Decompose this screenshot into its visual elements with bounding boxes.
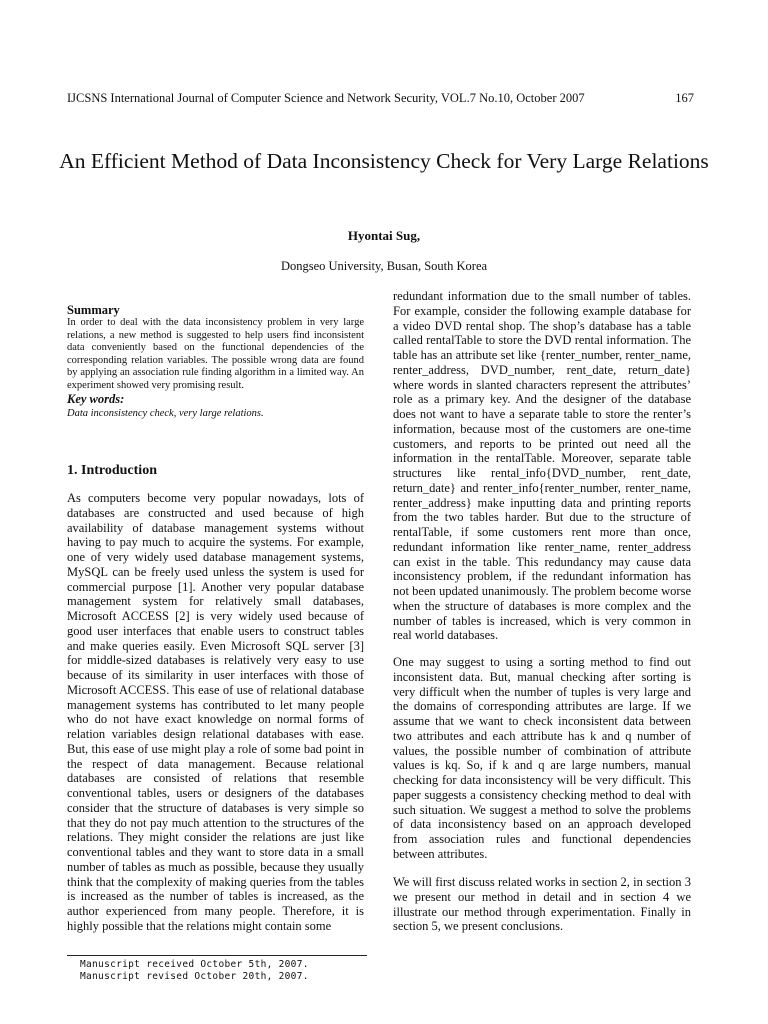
running-header <box>67 91 694 109</box>
right-column-paragraph-2: One may suggest to using a sorting method to find out inconsistent data. But, manual checking after sorting is very difficult when the number of tuples is very large and the domains of corresponding attributes are large. If we assume that we want to check inconsistent data between two attributes and each attribute has k and q number of values, the possible number of combination of attribute values is kq. So, if k and q are large numbers, manual checking for data inconsistency will be very difficult. This paper suggests a consistency checking method to deal with such situation. We suggest a method to solve the problems of data inconsistency based on an approach developed from association rules and functional dependencies between attributes. <box>393 655 691 861</box>
keywords-text: Data inconsistency check, very large relations. <box>67 408 264 419</box>
footnote-revised: Manuscript revised October 20th, 2007. <box>80 971 309 982</box>
right-column-paragraph-1: redundant information due to the small number of tables. For example, consider the following example database for a video DVD rental shop. The shop’s database has a table called rentalTable to store the DVD rental information. The table has an attribute set like {renter_number, renter_name, renter_address, DVD_number, rent_date, return_date} where words in slanted characters represent the attributes’ role as a primary key. And the designer of the database does not want to have a separate table to store the renter’s information, because most of the customers are one-time customers, and reports to be printed out need all the information in the rentalTable. Moreover, separate table structures like rental_info{DVD_number, rent_date, return_date} and renter_info{renter_number, renter_name, renter_address} make inputting data and printing reports from the two tables harder. But due to the structure of rentalTable, if some customers rent more than once, redundant information like renter_name, renter_address can exist in the table. This redundancy may cause data inconsistency problem, if the redundant information has not been updated unanimously. The problem become worse when the structure of databases is more complex and the number of tables is increased, which is very common in real world databases. <box>393 289 691 643</box>
page-number: 167 <box>675 91 694 105</box>
introduction-paragraph: As computers become very popular nowadays, lots of databases are constructed and used because of high availability of database management systems without having to pay much to acquire the systems. For example, one of very widely used database management systems, MySQL can be freely used unless the system is used for commercial purpose [1]. Another very popular database management system for relatively small databases, Microsoft ACCESS [2] is very widely used because of good user interfaces that enable users to construct tables and make queries easily. Even Microsoft SQL server [3] for middle-sized databases is relatively very easy to use because of its similarity in user interfaces with those of Microsoft ACCESS. This ease of use of relational database management systems has contributed to let many people who do not have exact knowledge on normal forms of relation variables design relational databases with ease. But, this ease of use might play a role of some bad point in the respect of data management. Because relational databases are consisted of relations that resemble conventional tables, users or designers of the databases consider that the structure of databases is very simple so that they do not pay much attention to the structures of the relations. They might consider the relations are just like conventional tables and they want to store data in a small number of tables as much as possible, because they usually think that the complexity of making queries from the tables is increased as the number of tables is increased, as the author experienced from many people. Therefore, it is highly possible that the relations might contain some <box>67 491 364 933</box>
footnote-received: Manuscript received October 5th, 2007. <box>80 959 309 970</box>
right-column-paragraph-3: We will first discuss related works in section 2, in section 3 we present our method in detail and in section 4 we illustrate our method through experimentation. Finally in section 5, we present conclusions. <box>393 875 691 934</box>
summary-text: In order to deal with the data inconsistency problem in very large relations, a new method is suggested to help users find inconsistent data conveniently based on the functional dependencies of the corresponding relation variables. The possible wrong data are found by applying an association rule finding algorithm in a limited way. An experiment showed very promising result. <box>67 317 364 391</box>
introduction-heading: 1. Introduction <box>67 463 157 478</box>
journal-citation: IJCSNS International Journal of Computer Science and Network Security, VOL.7 No.10, October 2007 <box>67 91 585 105</box>
author-affiliation: Dongseo University, Busan, South Korea <box>280 259 488 273</box>
keywords-heading: Key words: <box>67 392 125 406</box>
footnote-divider <box>67 955 367 956</box>
summary-heading: Summary <box>67 303 120 317</box>
author-name: Hyontai Sug, <box>347 228 421 243</box>
paper-title: An Efficient Method of Data Inconsistency Check for Very Large Relations <box>59 149 709 173</box>
abstract-block <box>67 303 364 421</box>
